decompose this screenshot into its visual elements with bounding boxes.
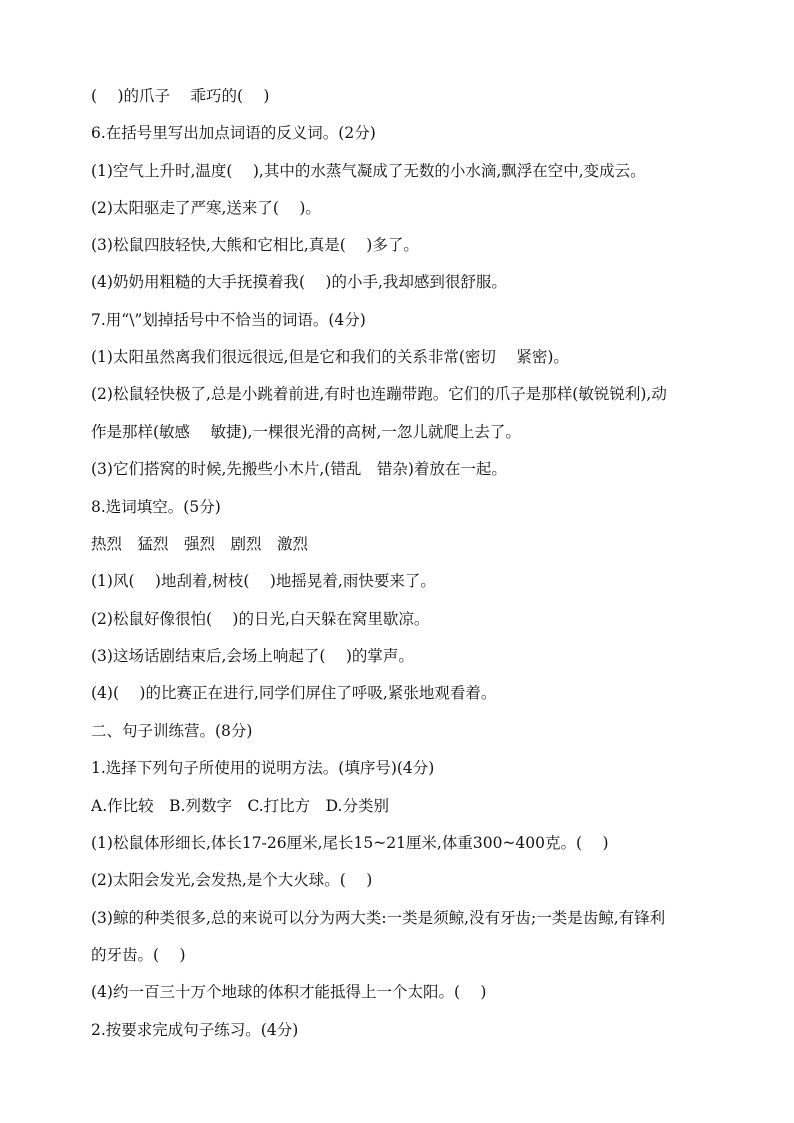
text-line: (3)松鼠四肢轻快,大熊和它相比,真是( )多了。	[91, 236, 419, 254]
text-line: (3)这场话剧结束后,会场上响起了( )的掌声。	[91, 647, 414, 665]
question-heading: 1.选择下列句子所使用的说明方法。(填序号)(4分)	[91, 759, 435, 777]
text-line: (4)约一百三十万个地球的体积才能抵得上一个太阳。( )	[91, 983, 487, 1001]
text-line: (2)太阳驱走了严寒,送来了( )。	[91, 199, 321, 217]
text-line: 作是那样(敏感 敏捷),一棵很光滑的高树,一忽儿就爬上去了。	[91, 423, 521, 441]
text-line: (3)它们搭窝的时候,先搬些小木片,(错乱 错杂)着放在一起。	[91, 460, 507, 478]
text-line: (4)( )的比赛正在进行,同学们屏住了呼吸,紧张地观看着。	[91, 684, 497, 702]
question-heading: 7.用“\”划掉括号中不恰当的词语。(4分)	[91, 311, 366, 329]
text-line: (1)松鼠体形细长,体长17-26厘米,尾长15~21厘米,体重300~400克。( )	[91, 834, 609, 852]
text-line: (2)太阳会发光,会发热,是个大火球。( )	[91, 871, 373, 889]
text-line: (3)鲸的种类很多,总的来说可以分为两大类:一类是须鲸,没有牙齿;一类是齿鲸,有锋利	[91, 909, 666, 927]
text-line: (2)松鼠轻快极了,总是小跳着前进,有时也连蹦带跑。它们的爪子是那样(敏锐锐利),动	[91, 385, 667, 403]
word-options: 热烈 猛烈 强烈 剧烈 激烈	[91, 535, 309, 553]
text-line: (2)松鼠好像很怕( )的日光,白天躲在窝里歇凉。	[91, 610, 430, 628]
text-line: (1)空气上升时,温度( ),其中的水蒸气凝成了无数的小水滴,飘浮在空中,变成云。	[91, 162, 646, 180]
answer-options: A.作比较 B.列数字 C.打比方 D.分类别	[91, 797, 389, 815]
question-heading: 8.选词填空。(5分)	[91, 498, 221, 516]
section-heading: 二、句子训练营。(8分)	[91, 722, 253, 740]
text-line: 的牙齿。( )	[91, 946, 186, 964]
question-heading: 2.按要求完成句子练习。(4分)	[91, 1021, 299, 1039]
text-line: (1)风( )地刮着,树枝( )地摇晃着,雨快要来了。	[91, 572, 436, 590]
text-line: (1)太阳虽然离我们很远很远,但是它和我们的关系非常(密切 紧密)。	[91, 348, 569, 366]
text-line: ( )的爪子 乖巧的( )	[91, 87, 270, 105]
question-heading: 6.在括号里写出加点词语的反义词。(2分)	[91, 124, 376, 142]
text-line: (4)奶奶用粗糙的大手抚摸着我( )的小手,我却感到很舒服。	[91, 273, 507, 291]
